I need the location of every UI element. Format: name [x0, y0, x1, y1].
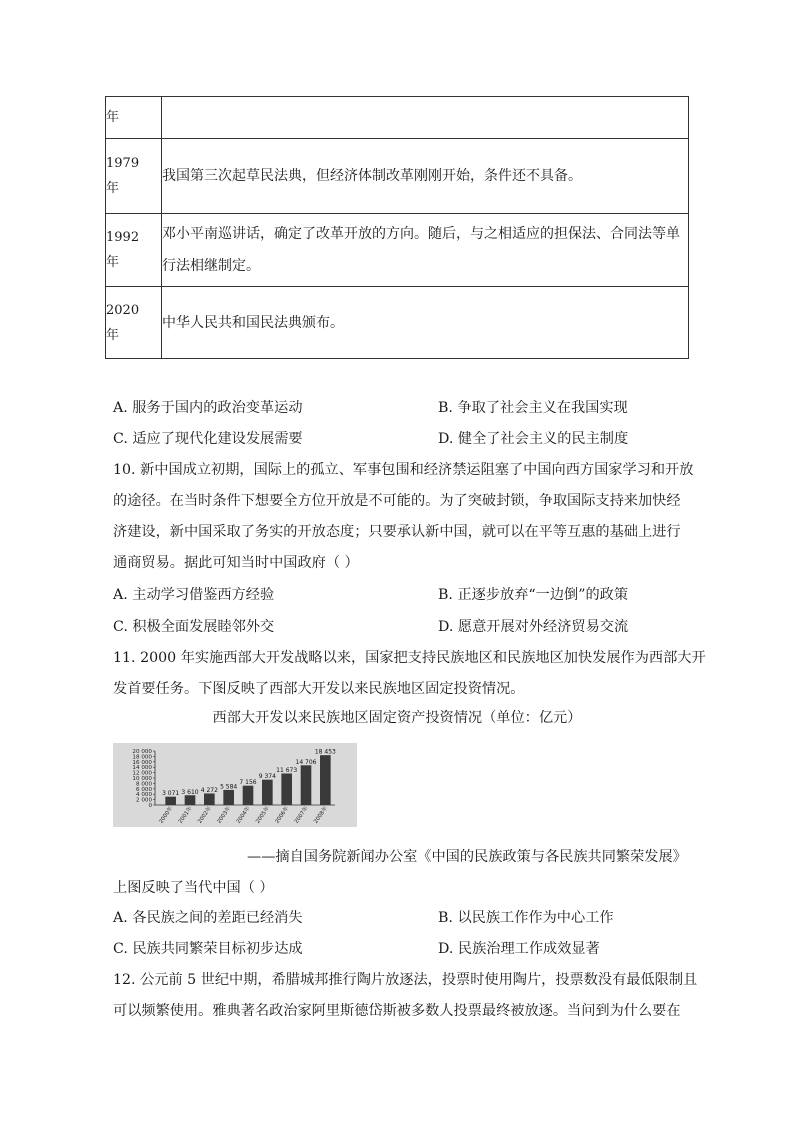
- bar: [281, 773, 292, 805]
- event-cell: [162, 287, 689, 359]
- bar-value-label: 4 272: [200, 786, 218, 794]
- q10-text-line: 10. 新中国成立初期，国际上的孤立、军事包围和经济禁运阻塞了中国向西方国家学习和开放: [113, 462, 694, 478]
- y-tick-label: 10 000: [132, 776, 152, 782]
- year-cell: [106, 287, 162, 359]
- x-tick-label: 2003年: [216, 805, 233, 825]
- q12-text-line: 12. 公元前 5 世纪中期，希腊城邦推行陶片放逐法，投票时使用陶片，投票数没有最低限制且: [113, 972, 698, 988]
- q10-option-a: A. 主动学习借鉴西方经验: [113, 587, 275, 603]
- q11-question: 上图反映了当代中国（ ）: [113, 880, 274, 896]
- year-number: 2020: [106, 302, 140, 318]
- q10-text-line: 济建设，新中国采取了务实的开放态度；只要承认新中国，就可以在平等互惠的基础上进行: [113, 524, 681, 540]
- y-tick-label: 18 000: [132, 754, 152, 761]
- q10-option-b: B. 正逐步放弃“一边倒”的政策: [438, 587, 629, 603]
- bar-value-label: 7 156: [239, 779, 257, 787]
- year-suffix: 年: [106, 327, 120, 343]
- q11-text-line: 发首要任务。下图反映了西部大开发以来民族地区固定投资情况。: [113, 681, 525, 697]
- bar-value-label: 18 453: [314, 748, 336, 756]
- q11-option-c: C. 民族共同繁荣目标初步达成: [113, 941, 303, 957]
- y-tick-label: 16 000: [132, 759, 152, 766]
- bar: [320, 755, 331, 805]
- bar: [243, 786, 254, 805]
- year-number: 1979: [106, 156, 140, 171]
- year-cell: [106, 97, 162, 139]
- event-text-line: 行法相继制定。: [162, 258, 260, 274]
- bar: [223, 790, 234, 805]
- y-tick-label: 20 000: [132, 749, 152, 755]
- x-tick-label: 2002年: [197, 805, 213, 825]
- event-cell: [162, 214, 689, 287]
- y-tick-label: 6 000: [135, 786, 152, 793]
- year-cell: [106, 139, 162, 214]
- q10-option-c: C. 积极全面发展睦邻外交: [113, 619, 275, 635]
- table-row: [106, 214, 689, 287]
- bar-value-label: 11 673: [276, 766, 298, 774]
- x-tick-label: 2005年: [255, 805, 271, 825]
- chart-title: 西部大开发以来民族地区固定资产投资情况（单位：亿元）: [212, 710, 582, 726]
- event-cell: [162, 139, 689, 214]
- x-tick-label: 2006年: [274, 805, 291, 825]
- x-tick-label: 2001年: [177, 805, 194, 825]
- event-cell: [162, 97, 689, 139]
- table-row: [106, 139, 689, 214]
- q9-option-b: B. 争取了社会主义在我国实现: [438, 400, 628, 416]
- q11-option-b: B. 以民族工作作为中心工作: [438, 910, 614, 926]
- bar-value-label: 3 071: [162, 790, 180, 798]
- y-tick-label: 0: [148, 803, 152, 809]
- event-text: 中华人民共和国民法典颁布。: [162, 314, 344, 331]
- bar: [165, 797, 176, 805]
- year-suffix: 年: [106, 181, 120, 196]
- x-tick-label: 2007年: [293, 805, 310, 825]
- bar-value-label: 14 706: [295, 758, 317, 766]
- q9-option-c: C. 适应了现代化建设发展需要: [113, 431, 303, 447]
- bar-value-label: 5 584: [220, 783, 238, 791]
- bar-chart-svg: [113, 743, 357, 827]
- event-text: 我国第三次起草民法典，但经济体制改革刚刚开始，条件还不具备。: [162, 168, 582, 184]
- timeline-table: [105, 96, 689, 359]
- bar: [301, 765, 312, 805]
- q12-text-line: 可以频繁使用。雅典著名政治家阿里斯德岱斯被多数人投票最终被放逐。当问到为什么要在: [113, 1003, 681, 1019]
- bar: [204, 793, 215, 805]
- bar: [262, 780, 273, 805]
- bar-value-label: 9 374: [258, 773, 276, 781]
- y-tick-label: 8 000: [135, 781, 152, 788]
- table-row: [106, 287, 689, 359]
- y-tick-label: 14 000: [132, 765, 152, 772]
- x-tick-label: 2000年: [158, 805, 175, 825]
- q11-option-a: A. 各民族之间的差距已经消失: [113, 910, 303, 926]
- bar-value-label: 3 610: [181, 788, 199, 796]
- x-tick-label: 2004年: [235, 805, 252, 825]
- year-text: 年: [106, 110, 120, 125]
- q11-text-line: 11. 2000 年实施西部大开发战略以来，国家把支持民族地区和民族地区加快发展作为西部大开: [113, 650, 706, 666]
- bar: [185, 795, 196, 805]
- q10-text-line: 的途径。在当时条件下想要全方位开放是不可能的。为了突破封锁，争取国际支持来加快经: [113, 493, 681, 509]
- investment-chart: [113, 743, 357, 827]
- y-tick-label: 2 000: [135, 797, 152, 804]
- q11-option-d: D. 民族治理工作成效显著: [438, 941, 600, 957]
- year-suffix: 年: [106, 255, 120, 270]
- source-citation: ——摘自国务院新闻办公室《中国的民族政策与各民族共同繁荣发展》: [247, 849, 687, 865]
- table-row: [106, 97, 689, 139]
- x-tick-label: 2008年: [313, 805, 329, 825]
- event-text-line: 邓小平南巡讲话，确定了改革开放的方向。随后，与之相适应的担保法、合同法等单: [162, 226, 680, 242]
- year-number: 1992: [106, 230, 140, 245]
- q10-text-line: 通商贸易。据此可知当时中国政府（ ）: [113, 555, 359, 571]
- q9-option-d: D. 健全了社会主义的民主制度: [438, 431, 629, 447]
- y-tick-label: 12 000: [132, 770, 152, 777]
- q9-option-a: A. 服务于国内的政治变革运动: [113, 400, 303, 416]
- q10-option-d: D. 愿意开展对外经济贸易交流: [438, 619, 629, 635]
- y-tick-label: 4 000: [135, 792, 152, 799]
- year-cell: [106, 214, 162, 287]
